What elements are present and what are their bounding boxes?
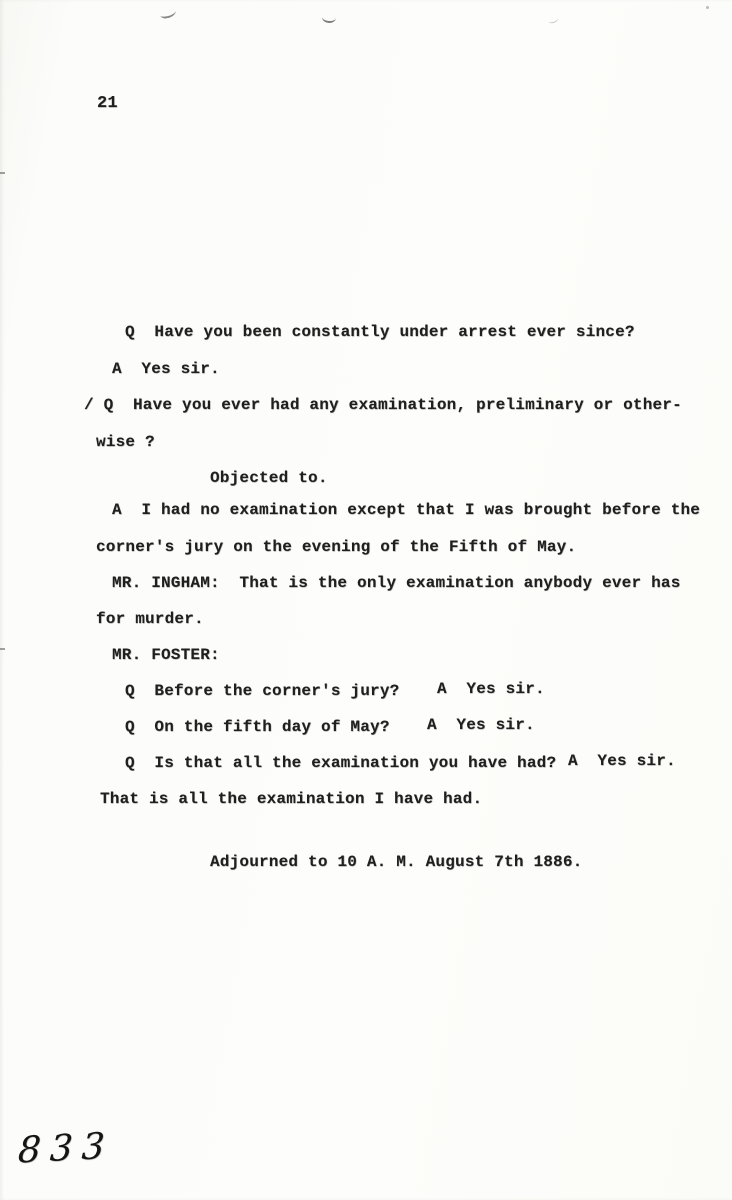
transcript-line: corner's jury on the evening of the Fifth of May.	[96, 538, 577, 556]
adjournment-line: Adjourned to 10 A. M. August 7th 1886.	[210, 853, 583, 871]
transcript-answer: A Yes sir.	[427, 716, 535, 734]
transcript-line: A Yes sir.	[112, 360, 220, 378]
scan-artifact	[159, 6, 177, 19]
transcript-line: wise ?	[96, 433, 155, 451]
scan-artifact	[706, 6, 709, 9]
transcript-line: / Q Have you ever had any examination, preliminary or other-	[84, 396, 682, 414]
scan-artifact	[0, 648, 5, 650]
transcript-line: That is all the examination I have had.	[100, 790, 483, 808]
scan-artifact	[547, 15, 559, 25]
transcript-answer: A Yes sir.	[437, 680, 545, 698]
transcript-line-speaker-foster: MR. FOSTER:	[112, 646, 220, 664]
page-number: 21	[97, 94, 118, 113]
scan-artifact	[0, 172, 5, 174]
transcript-line: for murder.	[96, 610, 204, 628]
transcript-line: Q Have you been constantly under arrest ever since?	[125, 323, 635, 341]
transcript-answer: A Yes sir.	[568, 752, 676, 770]
transcript-question: Q Is that all the examination you have had?	[125, 754, 557, 772]
transcript-question: Q On the fifth day of May?	[125, 718, 390, 736]
handwritten-folio-number: 833	[16, 1125, 115, 1172]
scan-artifact	[322, 12, 337, 24]
transcript-line-speaker-ingham: MR. INGHAM: That is the only examination anybody ever has	[112, 574, 681, 592]
transcript-line-objection: Objected to.	[210, 469, 328, 487]
transcript-line: A I had no examination except that I was brought before the	[112, 501, 701, 519]
transcript-question: Q Before the corner's jury?	[125, 682, 400, 700]
